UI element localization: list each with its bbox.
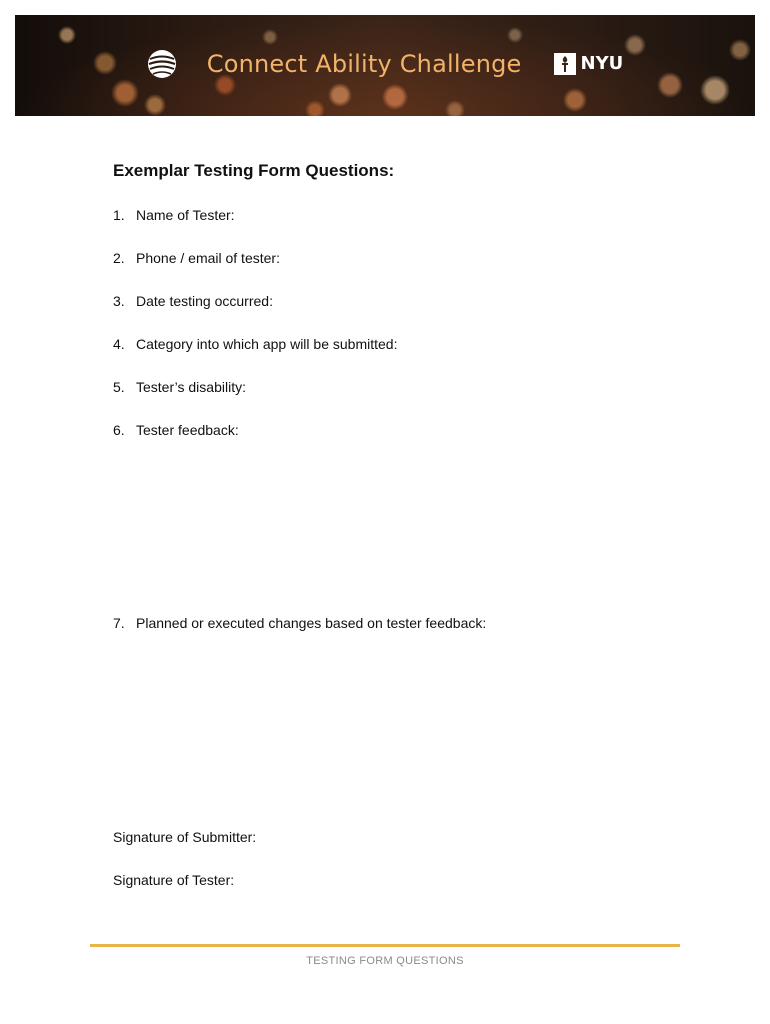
question-number: 3. bbox=[113, 293, 125, 309]
question-number: 2. bbox=[113, 250, 125, 266]
banner-content bbox=[15, 15, 755, 116]
question-number: 4. bbox=[113, 336, 125, 352]
torch-icon bbox=[554, 53, 576, 75]
question-text: Name of Tester: bbox=[136, 207, 235, 223]
signature-submitter-label: Signature of Submitter: bbox=[113, 829, 257, 845]
banner-title: Connect Ability Challenge bbox=[206, 49, 522, 78]
question-number: 7. bbox=[113, 615, 125, 631]
footer-divider bbox=[90, 944, 680, 947]
question-item bbox=[113, 335, 397, 353]
signature-tester-label: Signature of Tester: bbox=[113, 872, 235, 888]
question-item bbox=[113, 292, 273, 310]
question-text: Tester feedback: bbox=[136, 422, 239, 438]
question-text: Category into which app will be submitted: bbox=[136, 336, 398, 352]
question-number: 6. bbox=[113, 422, 125, 438]
question-text: Planned or executed changes based on tester feedback: bbox=[136, 615, 487, 631]
question-text: Phone / email of tester: bbox=[136, 250, 280, 266]
footer-label: TESTING FORM QUESTIONS bbox=[306, 955, 464, 967]
question-number: 5. bbox=[113, 379, 125, 395]
att-globe-icon bbox=[147, 49, 177, 79]
nyu-logo-text: NYU bbox=[580, 53, 624, 74]
question-text: Date testing occurred: bbox=[136, 293, 273, 309]
form-content bbox=[113, 158, 673, 888]
question-item bbox=[113, 206, 235, 224]
form-heading: Exemplar Testing Form Questions: bbox=[113, 161, 395, 180]
question-item bbox=[113, 249, 280, 267]
question-item bbox=[113, 378, 246, 396]
question-number: 1. bbox=[113, 207, 125, 223]
question-item bbox=[113, 614, 486, 632]
header-banner bbox=[15, 15, 755, 116]
question-text: Tester’s disability: bbox=[136, 379, 246, 395]
nyu-logo bbox=[554, 53, 624, 75]
question-item bbox=[113, 421, 239, 439]
